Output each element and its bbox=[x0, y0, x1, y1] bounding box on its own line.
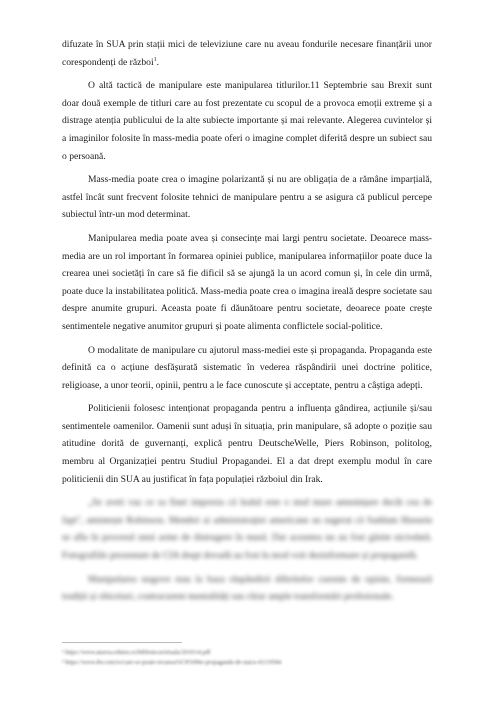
blurred-paragraph: Manipularea stagove stau la baza răspândirii diferitelor curente de opinie, formează tradiții și obiceiuri, contracurent mentalități sau chiar ample transformări profesionale. bbox=[62, 573, 432, 603]
blurred-quote-paragraph: „Se aveti vaz ce sa finet impresia că lealul este o stud mare amenințare decât cea de fapt", amintește Robinson. Membri ai administrației americane au sugerat că Saddam Hussein se afla în procesul unui arme de distrugere în masă. Dar aceastea nu au fost găsite niciodată. Fotografiile prezentate de CIA drept dovadă au fost în mod voit dezinformare și propagandă. bbox=[62, 497, 432, 562]
paragraph-6: Politicienii folosesc intenționat propaganda pentru a influența gândirea, acțiunile și/sau sentimentele oamenilor. Oamenii sunt aduși în situația, prin manipulare, să adopte o poziție sau atitudine dorită de guvernanți, explică pentru DeutscheWelle, Piers Robinson, politolog, membru al Organizației pentru Studiul Propagandei. El a dat drept exemplu modul în care politicienii din SUA au justificat în fața populației războiul din Irak. bbox=[62, 403, 432, 485]
paragraph-1-text: difuzate în SUA prin stații mici de televiziune care nu aveau fondurile necesare finanțării unor corespondenți de război bbox=[62, 39, 432, 68]
paragraph-3: Mass-media poate crea o imagine polarizantă și nu are obligația de a rămâne imparțială, astfel încât sunt frecvent folosite tehnici de manipulare pentru a se asigura că publicul percepe subiectul într-un mod determinat. bbox=[62, 174, 432, 221]
paragraph-1 bbox=[62, 36, 432, 71]
footnote-1[interactable]: ¹ https://www.ansexa.edutos.ro/bibliotecavirtuala/2010/v4.pdf bbox=[62, 650, 211, 656]
footnotes bbox=[62, 648, 432, 668]
paragraph-5: O modalitate de manipulare cu ajutorul mass-mediei este și propaganda. Propaganda este definită ca o acțiune desfășurată sistematic în vederea răspândirii unei doctrine politice, religioase, a unor teorii, opinii, pentru a le face cunoscute și acceptate, pentru a câștiga adepți. bbox=[62, 344, 432, 391]
paragraph-1-end: . bbox=[156, 56, 160, 68]
footnote-ref-1[interactable]: 1 bbox=[153, 56, 157, 63]
paragraph-4: Manipularea media poate avea și consecințe mai largi pentru societate. Deoarece mass-media are un rol important în formarea opiniei publice, manipularea informațiilor poate duce la crearea unei societăți în care să fie dificil să se ajungă la un acord comun și, în cele din urmă, poate duce la instabilitatea politică. Mass-media poate crea o imagina ireală despre societate sau despre anumite grupuri. Aceasta poate fi dăunătoare pentru societate, deoarece poate crește sentimentele negative anumitor grupuri și poate alimenta conflictele social-politice. bbox=[62, 232, 432, 332]
footnote-separator bbox=[62, 642, 182, 643]
footnote-2[interactable]: ² https://www.dw.com/ro/care-se-poate-recunoa%C8%99te-propaganda-de-stat/a-41119584 bbox=[62, 660, 282, 666]
paragraph-2: O altă tactică de manipulare este manipularea titlurilor.11 Septembrie sau Brexit sunt doar două exemple de titluri care au fost prezentate cu scopul de a provoca emoții extreme și a distrage atenția publicului de la alte subiecte importante și mai relevante. Alegerea cuvintelor și a imaginilor folosite în mass-media poate oferi o imagine complet diferită despre un subiect sau o persoană. bbox=[62, 80, 432, 162]
blurred-region bbox=[62, 494, 432, 606]
